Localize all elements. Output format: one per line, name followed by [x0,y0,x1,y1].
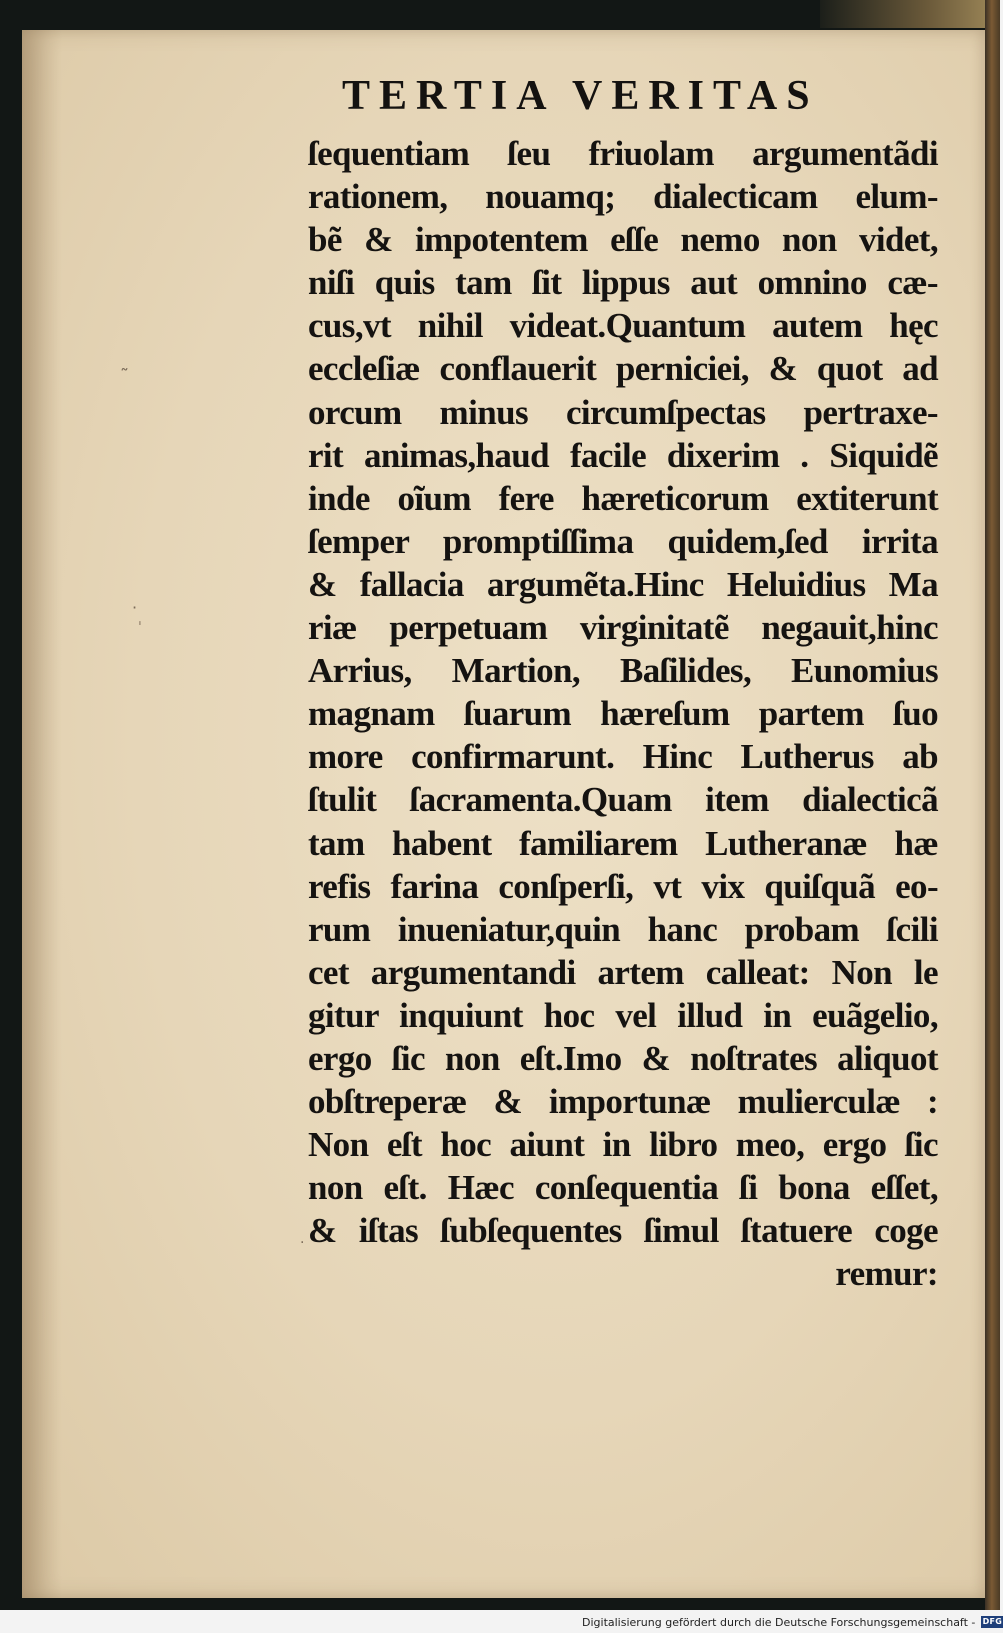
text-line: cus,vt nihil videat.Quantum autem hęc [308,306,938,346]
text-line: cet argumentandi artem calleat: Non le [308,952,938,992]
running-head: TERTIA VERITAS [342,73,819,119]
digitization-credit [582,1614,1003,1630]
marginal-mark: ˈ [138,620,142,636]
text-line: tam habent familiarem Lutheranæ hæ [308,823,938,863]
marginal-mark: · [132,598,138,617]
book-edge-right [985,0,1000,1610]
text-line: obſtreperæ & importunæ mulierculæ : [308,1082,938,1122]
text-line: Arrius, Martion, Baſilides, Eunomius [308,651,938,691]
credit-text: Digitalisierung gefördert durch die Deutsche Forschungsgemeinschaft - [582,1615,976,1629]
text-line: inde oĩum fere hæreticorum extiterunt [308,478,938,518]
book-edge-top [820,0,1000,28]
text-line: gitur inquiunt hoc vel illud in euãgelio, [308,995,938,1035]
text-line: ſemper promptiſſima quidem,ſed irrita [308,521,938,561]
text-line: ſtulit ſacramenta.Quam item dialecticã [308,780,938,820]
marginal-mark: · [300,1235,305,1251]
text-line: eccleſiæ conflauerit perniciei, & quot ad [308,349,938,389]
text-line: & iſtas ſubſequentes ſimul ſtatuere coge [308,1211,938,1251]
text-line: non eſt. Hæc conſequentia ſi bona eſſet, [308,1168,938,1208]
text-line: rit animas,haud facile dixerim . Siquidẽ [308,435,938,475]
text-line: more confirmarunt. Hinc Lutherus ab [308,737,938,777]
text-line: riæ perpetuam virginitatẽ negauit,hinc [308,608,938,648]
text-block [308,132,938,1296]
text-line: & fallacia argumẽta.Hinc Heluidius Ma [308,564,938,604]
text-line: magnam ſuarum hæreſum partem ſuo [308,694,938,734]
text-line: refis farina conſperſi, vt vix quiſquã eo- [308,866,938,906]
text-line: ſequentiam ſeu friuolam argumentãdi [308,134,938,173]
text-line: ergo ſic non eſt.Imo & noſtrates aliquot [308,1038,938,1078]
text-line: Non eſt hoc aiunt in libro meo, ergo ſic [308,1125,938,1165]
text-line: orcum minus circumſpectas pertraxe- [308,392,938,432]
marginal-mark: ˜ [120,366,129,387]
text-line: rationem, nouamq; dialecticam elum- [308,177,938,217]
text-line: remur: [835,1254,938,1294]
text-line: bẽ & impotentem eſſe nemo non videt, [308,220,938,260]
text-line: rum inueniatur,quin hanc probam ſcili [308,909,938,949]
text-line: niſi quis tam ſit lippus aut omnino cæ- [308,263,938,303]
dfg-logo: DFG [982,1617,1003,1626]
